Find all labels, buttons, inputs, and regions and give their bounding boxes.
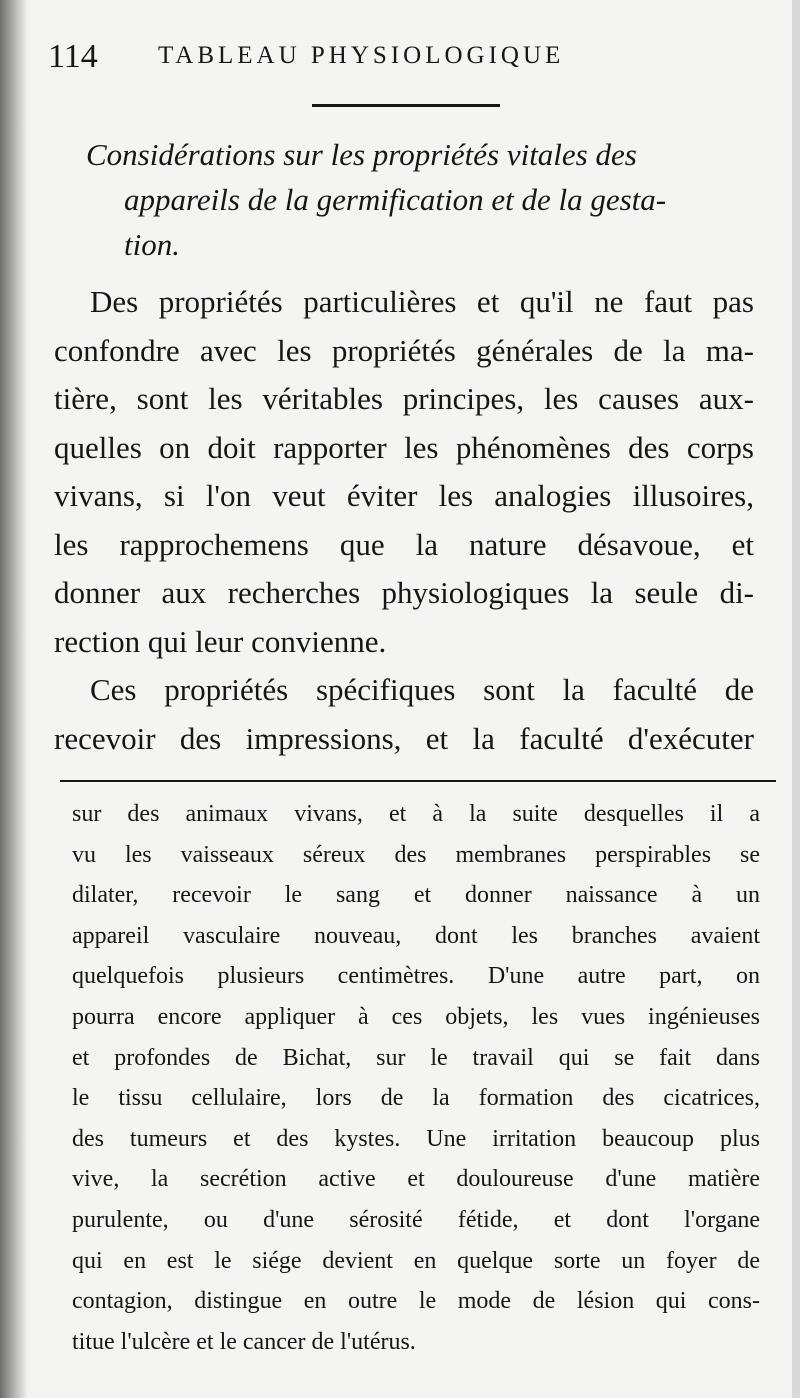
section-heading bbox=[86, 132, 736, 267]
footnote-line: vu les vaisseaux séreux des membranes perspirables se bbox=[72, 841, 760, 868]
footnote-text bbox=[72, 794, 760, 1362]
body-text bbox=[54, 278, 754, 763]
heading-rule bbox=[312, 104, 500, 107]
footnote-line: purulente, ou d'une sérosité fétide, et dont l'organe bbox=[72, 1206, 760, 1233]
footnote-rule bbox=[60, 780, 776, 782]
body-line: recevoir des impressions, et la faculté d'exécuter bbox=[54, 720, 754, 756]
footnote-line: vive, la secrétion active et douloureuse d'une matière bbox=[72, 1166, 760, 1193]
footnote-line: sur des animaux vivans, et à la suite desquelles il a bbox=[72, 801, 760, 827]
heading-line: Considérations sur les propriétés vitales des bbox=[86, 137, 637, 172]
body-line: les rapprochemens que la nature désavoue, et bbox=[54, 526, 754, 562]
binding-shadow bbox=[0, 0, 28, 1398]
footnote-line: et profondes de Bichat, sur le travail qui se fait dans bbox=[72, 1044, 760, 1071]
footnote-line: des tumeurs et des kystes. Une irritation beaucoup plus bbox=[72, 1125, 760, 1152]
body-line: Ces propriétés spécifiques sont la faculté de bbox=[90, 672, 754, 707]
running-title: TABLEAU PHYSIOLOGIQUE bbox=[158, 42, 565, 69]
body-line: rection qui leur convienne. bbox=[54, 623, 387, 659]
footnote-line: appareil vasculaire nouveau, dont les branches avaient bbox=[72, 922, 760, 949]
body-line: Des propriétés particulières et qu'il ne faut pas bbox=[90, 284, 754, 319]
body-line: quelles on doit rapporter les phénomènes des corps bbox=[54, 429, 754, 465]
footnote-line: titue l'ulcère et le cancer de l'utérus. bbox=[72, 1328, 416, 1355]
page-header bbox=[40, 38, 740, 78]
heading-line: appareils de la germification et de la gesta- bbox=[124, 182, 667, 217]
footnote-line: contagion, distingue en outre le mode de lésion qui cons- bbox=[72, 1288, 760, 1315]
footnote-line: pourra encore appliquer à ces objets, les vues ingénieuses bbox=[72, 1003, 760, 1030]
body-line: donner aux recherches physiologiques la seule di- bbox=[54, 575, 754, 610]
footnote-line: qui en est le siége devient en quelque sorte un foyer de bbox=[72, 1247, 760, 1274]
body-line: confondre avec les propriétés générales de la ma- bbox=[54, 332, 754, 368]
page-edge bbox=[792, 0, 800, 1398]
heading-line: tion. bbox=[124, 227, 180, 262]
body-line: tière, sont les véritables principes, les causes aux- bbox=[54, 381, 754, 416]
footnote-line: le tissu cellulaire, lors de la formation des cicatrices, bbox=[72, 1085, 760, 1112]
page-number: 114 bbox=[48, 38, 98, 75]
footnote-line: quelquefois plusieurs centimètres. D'une autre part, on bbox=[72, 963, 760, 990]
footnote-line: dilater, recevoir le sang et donner naissance à un bbox=[72, 882, 760, 909]
body-line: vivans, si l'on veut éviter les analogies illusoires, bbox=[54, 478, 754, 513]
